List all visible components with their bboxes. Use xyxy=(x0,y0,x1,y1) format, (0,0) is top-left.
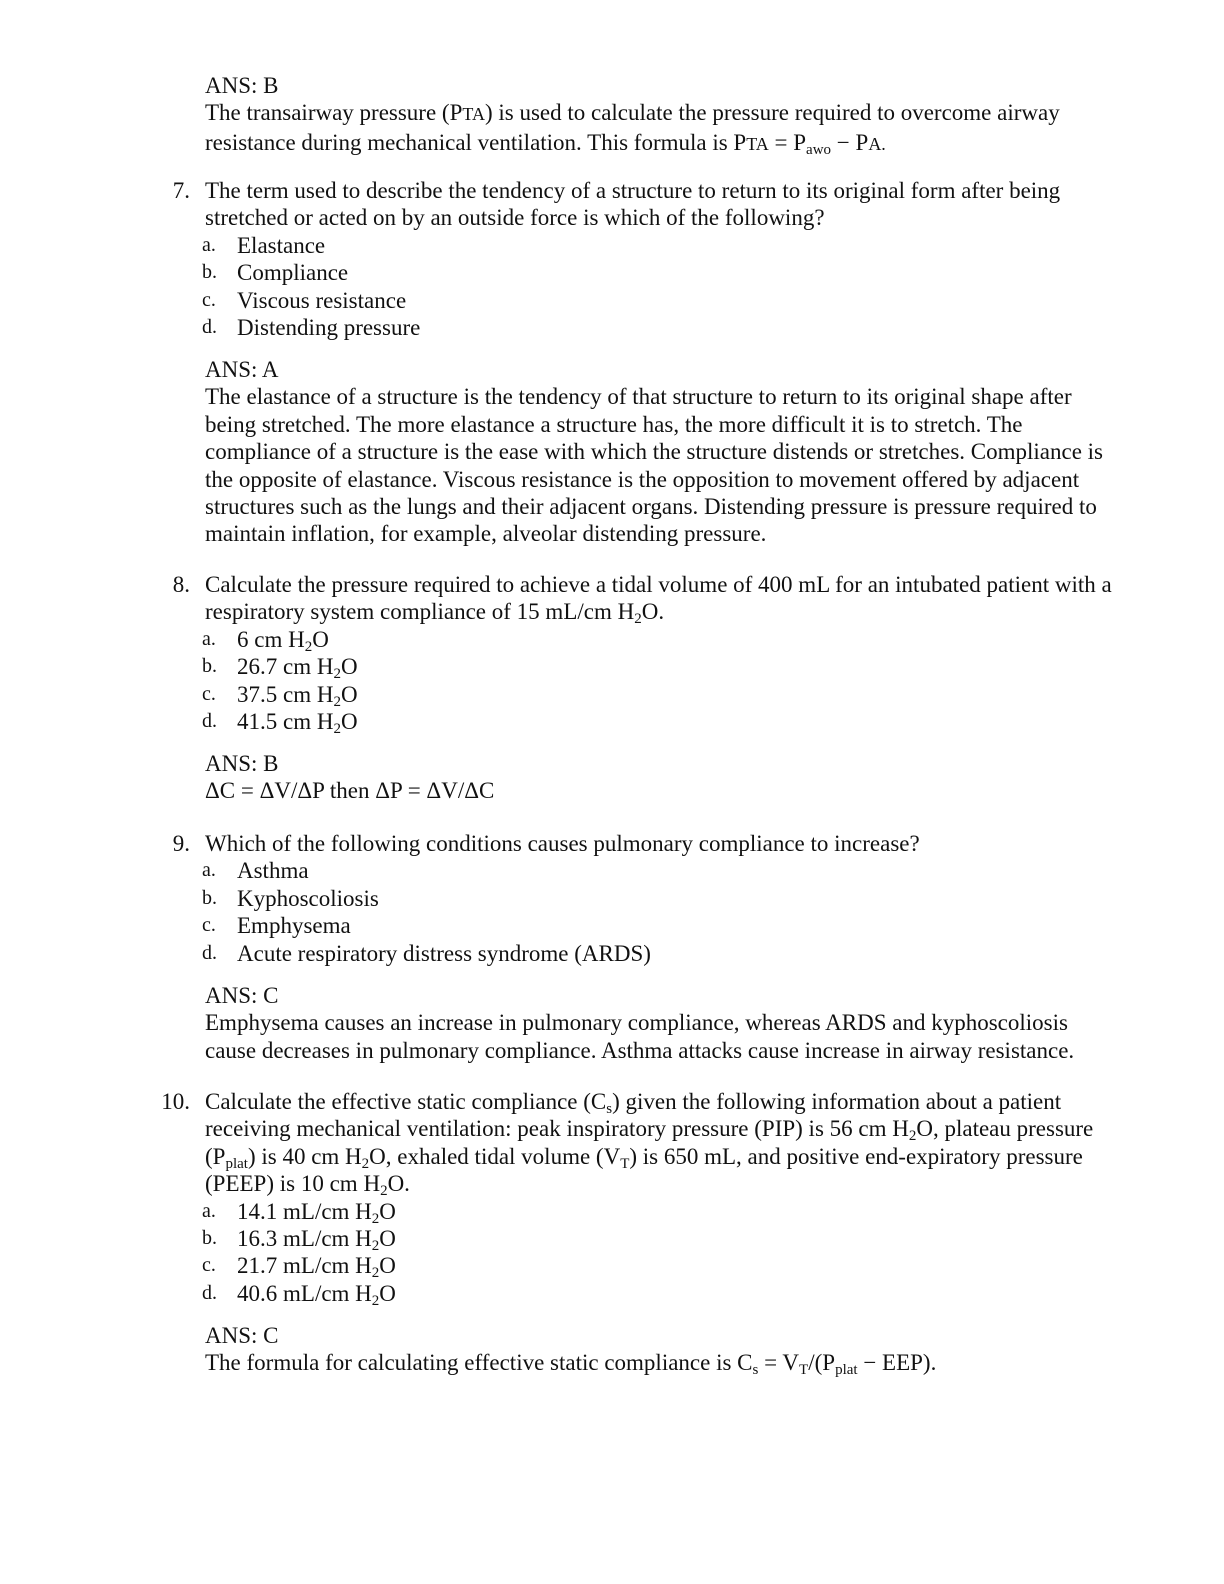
option-b: b. 26.7 cm $H_2O$ xyxy=(202,654,358,683)
option-d: d. Distending pressure xyxy=(202,315,421,341)
answer-label: ANS: B xyxy=(205,73,279,98)
question-number: 8. xyxy=(172,572,190,597)
option-b: b. Kyphoscoliosis xyxy=(202,885,379,911)
option-a: a. Asthma xyxy=(202,858,309,884)
question-8 xyxy=(0,571,1114,738)
answer-explanation: The formula for calculating effective static compliance is $C_s = V_T/(P_{plat} - EEP)$. xyxy=(205,1350,937,1379)
answer-explanation: Emphysema causes an increase in pulmonary compliance, whereas ARDS and kyphoscoliosis cause decreases in pulmonary compliance. Asthma attacks cause increase in airway resistance. xyxy=(205,1010,1075,1063)
option-c: c. Viscous resistance xyxy=(202,287,407,313)
option-list xyxy=(0,1198,1114,1308)
option-list xyxy=(0,626,1114,736)
question-9 xyxy=(0,830,1114,967)
option-d: d. 40.6 mL/cm $H_2O$ xyxy=(202,1280,396,1309)
option-b: b. 16.3 mL/cm $H_2O$ xyxy=(202,1226,396,1255)
option-list xyxy=(0,857,1114,967)
option-list xyxy=(0,232,1114,342)
question-stem: Which of the following conditions causes pulmonary compliance to increase? xyxy=(205,831,920,856)
answer-label: ANS: C xyxy=(205,1323,279,1348)
option-a: a. 14.1 mL/cm $H_2O$ xyxy=(202,1198,396,1227)
option-d: d. Acute respiratory distress syndrome (ARDS) xyxy=(202,940,651,966)
answer-block-q7 xyxy=(205,356,1114,548)
answer-label: ANS: B xyxy=(205,751,279,776)
option-d: d. 41.5 cm $H_2O$ xyxy=(202,709,358,738)
answer-explanation: ΔC = ΔV/ΔP then ΔP = ΔV/ΔC xyxy=(205,778,495,804)
answer-label: ANS: A xyxy=(205,357,279,382)
option-c: c. 37.5 cm $H_2O$ xyxy=(202,681,358,710)
answer-block-q8 xyxy=(205,750,1114,805)
question-10 xyxy=(0,1088,1114,1307)
question-number: 10. xyxy=(161,1089,190,1114)
option-a: a. 6 cm $H_2O$ xyxy=(202,626,329,655)
answer-explanation: The transairway pressure (PTA) is used to calculate the pressure required to overcome airway resistance during mechanical ventilation. This formula is PTA = $P_{awo}$ − PA. xyxy=(205,100,1060,158)
question-7 xyxy=(0,177,1114,341)
question-number: 9. xyxy=(172,831,190,856)
answer-block-q6 xyxy=(205,72,1114,158)
answer-block-q9 xyxy=(205,982,1114,1064)
question-number: 7. xyxy=(172,178,190,203)
answer-explanation: The elastance of a structure is the tendency of that structure to return to its original shape after being stretched. The more elastance a structure has, the more difficult it is to stretch. The compliance of a structure is the ease with which the structure distends or stretches. Compliance is the opposite of elastance. Viscous resistance is the opposition to movement offered by adjacent structures such as the lungs and their adjacent organs. Distending pressure is pressure required to maintain inflation, for example, alveolar distending pressure. xyxy=(205,384,1104,547)
question-stem: Calculate the pressure required to achieve a tidal volume of 400 mL for an intubated patient with a respiratory system compliance of 15 mL/cm $H_2O$. xyxy=(205,572,1112,628)
option-c: c. 21.7 mL/cm $H_2O$ xyxy=(202,1253,396,1282)
option-a: a. Elastance xyxy=(202,232,326,258)
question-stem: The term used to describe the tendency of a structure to return to its original form after being stretched or acted on by an outside force is which of the following? xyxy=(205,178,1061,231)
answer-label: ANS: C xyxy=(205,983,279,1008)
question-stem: Calculate the effective static compliance $(C_s)$ given the following information about a patient receiving mechanical ventilation: peak inspiratory pressure (PIP) is 56 cm $H_2O$, plateau pressure $(P_{plat})$ is 40 cm $H_2O$, exhaled tidal volume $(V_T)$ is 650 mL, and positive end-expiratory pressure (PEEP) is 10 cm $H_2O$. xyxy=(205,1089,1094,1200)
answer-block-q10 xyxy=(205,1322,1114,1377)
option-c: c. Emphysema xyxy=(202,913,351,939)
option-b: b. Compliance xyxy=(202,260,349,286)
